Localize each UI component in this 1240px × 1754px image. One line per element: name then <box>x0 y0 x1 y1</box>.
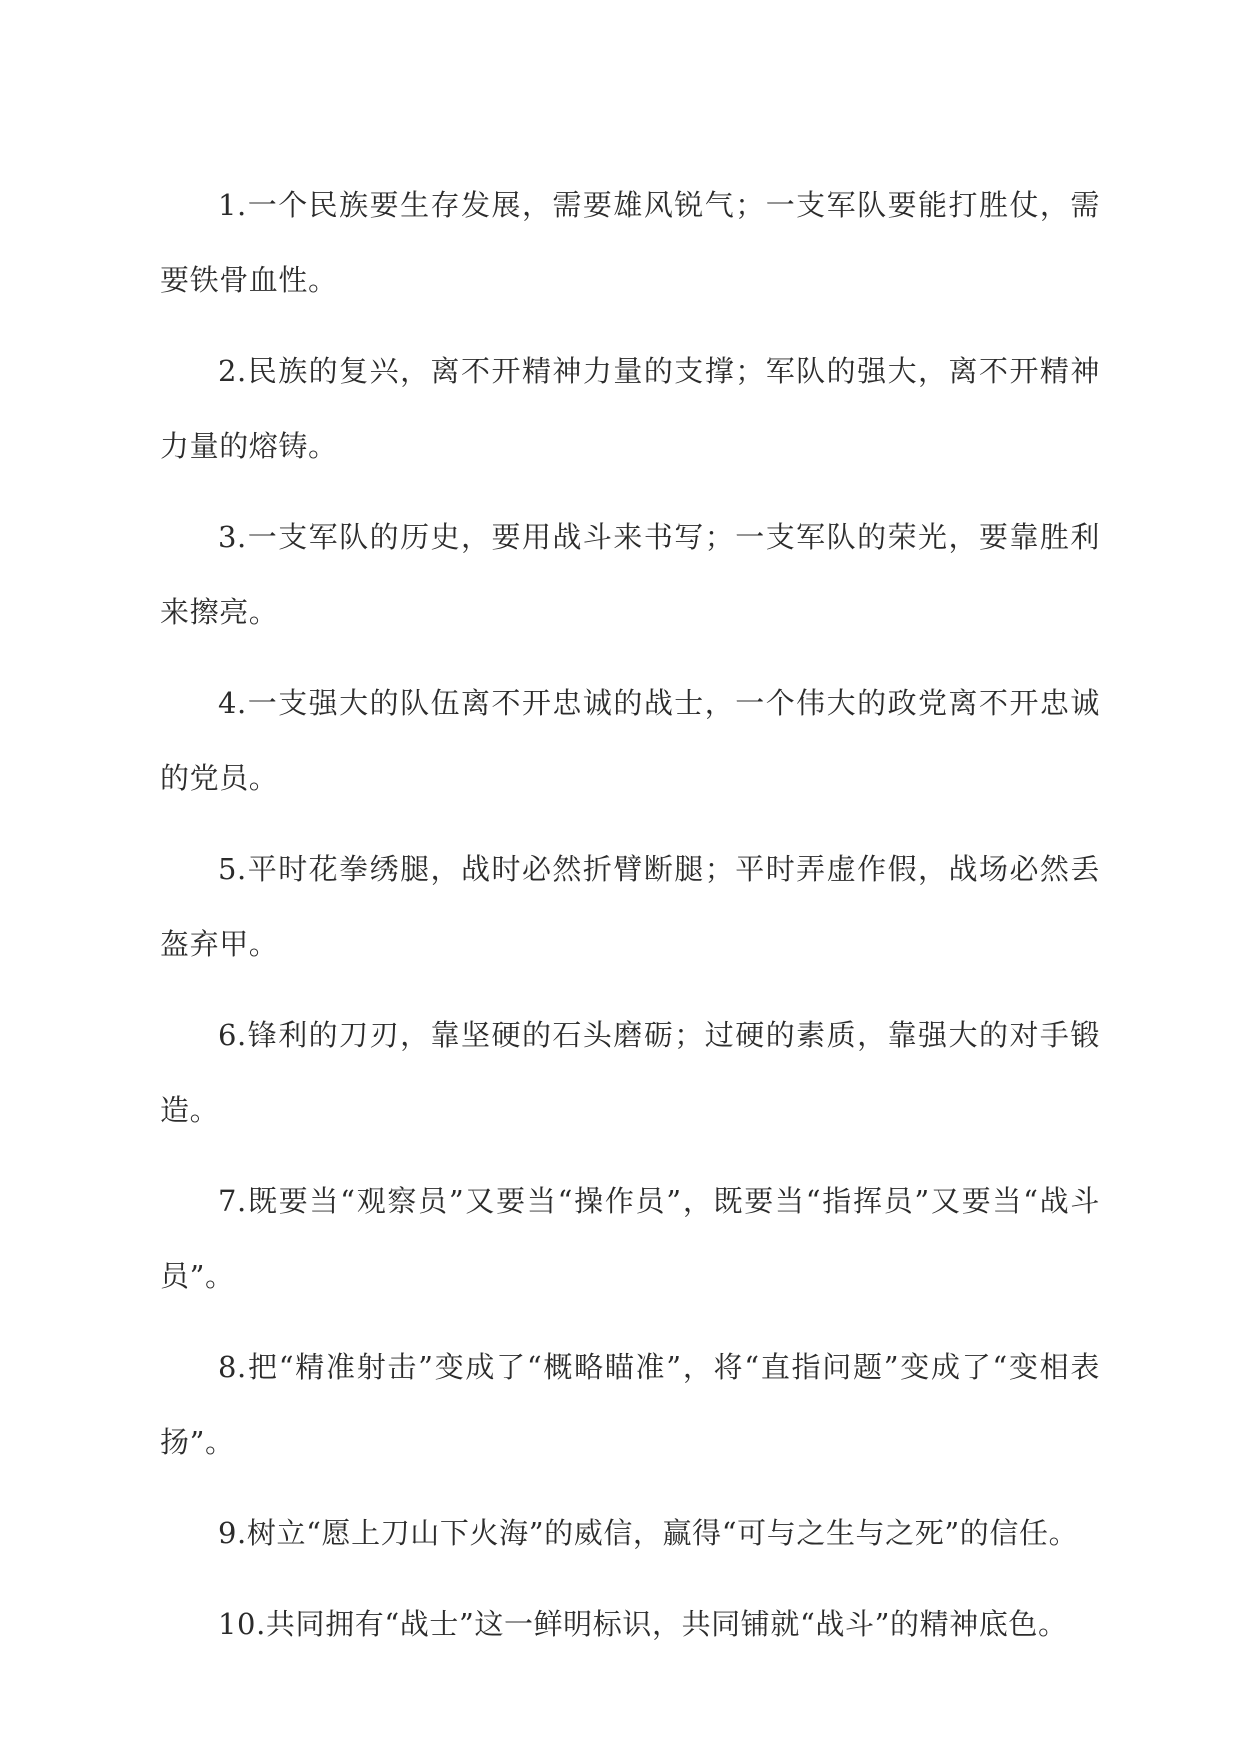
paragraph-10: 10.共同拥有“战士”这一鲜明标识，共同铺就“战斗”的精神底色。 <box>218 1607 1068 1641</box>
paragraph-2: 2.民族的复兴，离不开精神力量的支撑；军队的强大，离不开精神力量的熔铸。 <box>160 354 1100 463</box>
paragraph-6: 6.锋利的刀刃，靠坚硬的石头磨砺；过硬的素质，靠强大的对手锻造。 <box>160 1018 1100 1127</box>
paragraph-8: 8.把“精准射击”变成了“概略瞄准”，将“直指问题”变成了“变相表扬”。 <box>160 1350 1100 1459</box>
paragraph-4: 4.一支强大的队伍离不开忠诚的战士，一个伟大的政党离不开忠诚的党员。 <box>160 686 1100 795</box>
paragraph-5: 5.平时花拳绣腿，战时必然折臂断腿；平时弄虚作假，战场必然丢盔弃甲。 <box>160 852 1100 961</box>
paragraph-9: 9.树立“愿上刀山下火海”的威信，赢得“可与之生与之死”的信任。 <box>218 1516 1079 1550</box>
paragraph-3: 3.一支军队的历史，要用战斗来书写；一支军队的荣光，要靠胜利来擦亮。 <box>160 520 1100 629</box>
document-body <box>160 168 1100 1678</box>
paragraph-7: 7.既要当“观察员”又要当“操作员”，既要当“指挥员”又要当“战斗员”。 <box>160 1184 1100 1293</box>
paragraph-1: 1.一个民族要生存发展，需要雄风锐气；一支军队要能打胜仗，需要铁骨血性。 <box>160 188 1100 297</box>
